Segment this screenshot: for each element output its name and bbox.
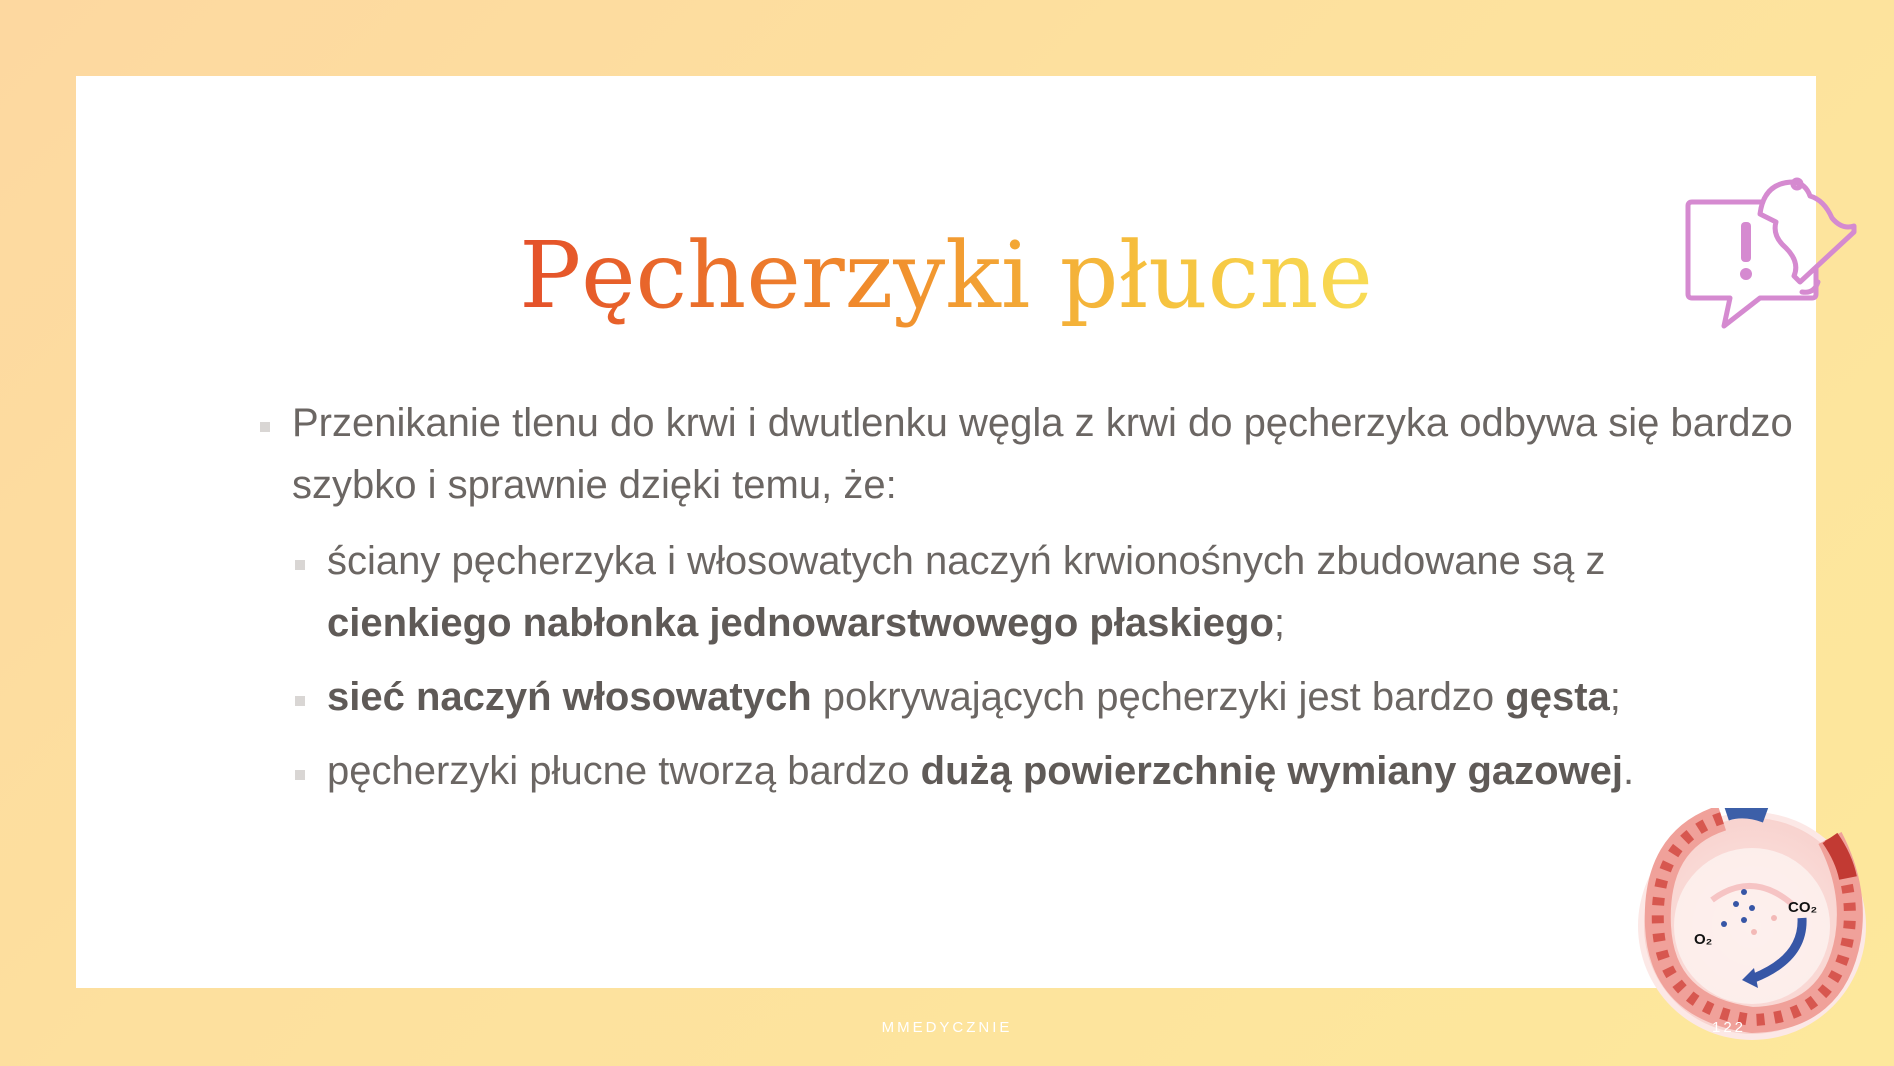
bullet-marker [295, 560, 305, 570]
list-item: ściany pęcherzyka i włosowatych naczyń krwionośnych zbudowane są z cienkiego nabłonka jednowarstwowego płaskiego; [256, 530, 1796, 654]
o2-label: O₂ [1694, 931, 1713, 948]
list-item: sieć naczyń włosowatych pokrywających pęcherzyki jest bardzo gęsta; [256, 666, 1796, 728]
slide-title: Pęcherzyki płucne [519, 222, 1373, 329]
alveolus-gas-exchange-image [1634, 808, 1870, 1044]
alert-bell-chat-icon [1682, 174, 1862, 334]
bullet-marker [295, 696, 305, 706]
slide [76, 76, 1816, 988]
page-number: 122 [1712, 1019, 1747, 1036]
bullet-list [256, 392, 1796, 802]
list-item: pęcherzyki płucne tworzą bardzo dużą powierzchnię wymiany gazowej. [256, 740, 1796, 802]
footer-brand: MMEDYCZNIE [881, 1019, 1013, 1036]
list-item: Przenikanie tlenu do krwi i dwutlenku węgla z krwi do pęcherzyka odbywa się bardzo szybko i sprawnie dzięki temu, że: [256, 392, 1796, 516]
bullet-marker [260, 422, 270, 432]
co2-label: CO₂ [1788, 899, 1818, 916]
bullet-marker [295, 770, 305, 780]
